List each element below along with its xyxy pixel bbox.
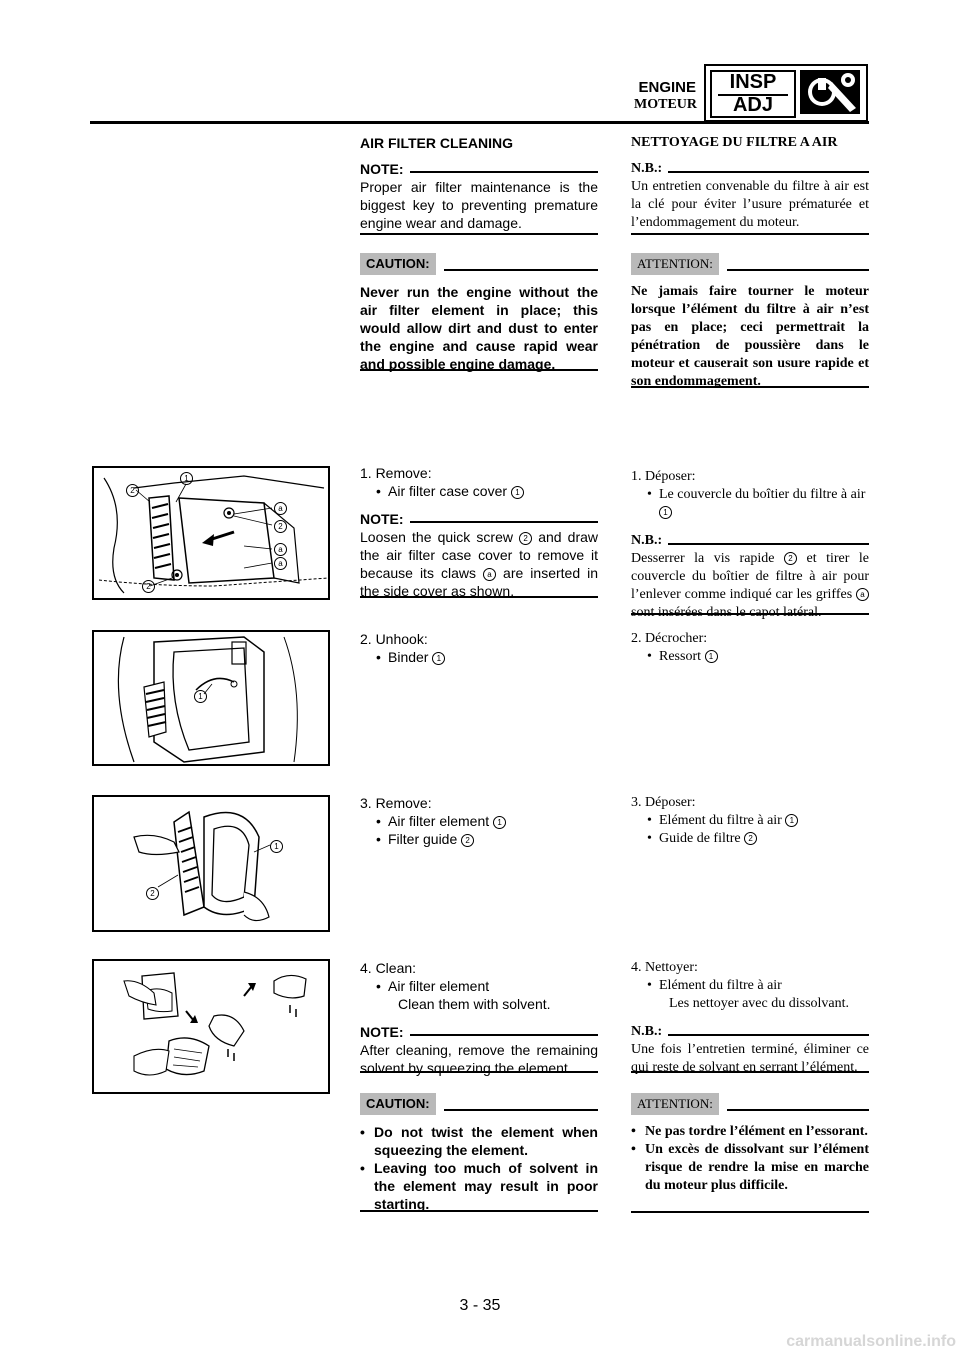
fr-caution-2-a: • Ne pas tordre l’élément en l’essorant. — [631, 1123, 869, 1141]
en-section-title: AIR FILTER CLEANING — [360, 135, 513, 151]
en-step-1-note — [360, 528, 598, 600]
en-step-4-sub: Clean them with solvent. — [398, 996, 551, 1012]
watermark: carmanualsonline.info — [786, 1333, 956, 1350]
fr-step-1-note-c: sont insérées dans le capot latéral. — [631, 605, 822, 620]
en-step-3-item-2-text: Filter guide — [388, 831, 458, 847]
en-step-4-note-label: NOTE: — [360, 1024, 404, 1040]
ref-1: 1 — [659, 506, 672, 519]
section-engine-label: ENGINE — [638, 79, 696, 96]
figure-binder — [92, 630, 330, 766]
figure-clean — [92, 959, 330, 1094]
figure-filter-element — [92, 795, 330, 932]
insp-adj-badge — [704, 64, 868, 122]
fr-step-1-note — [631, 550, 869, 622]
fr-note-header — [631, 160, 869, 178]
ref-1: 1 — [511, 486, 524, 499]
header-rule — [90, 121, 869, 124]
fr-step-3-item-2 — [631, 830, 869, 848]
fr-step-3-item-1-text: Elément du filtre à air — [659, 813, 782, 828]
en-step-1-title: 1. Remove: — [360, 465, 432, 481]
fr-note-1 — [631, 160, 869, 232]
fr-step-1-end-rule — [631, 613, 869, 615]
ref-1: 1 — [785, 814, 798, 827]
en-step-3 — [360, 794, 598, 848]
fr-step-2-item-text: Ressort — [659, 649, 701, 664]
en-caution-2-b: • Leaving too much of solvent in the element may result in poor starting. — [360, 1159, 598, 1213]
binder-illustration — [94, 632, 328, 764]
en-caution-2-end-rule — [360, 1210, 598, 1212]
fr-step-3 — [631, 794, 869, 848]
en-caution-2-a: • Do not twist the element when squeezing the element. — [360, 1123, 598, 1159]
fr-caution-2-b: • Un excès de dissolvant sur l’élément risque de rendre la mise en marche du moteur plus difficile. — [631, 1141, 869, 1195]
ref-2: 2 — [744, 832, 757, 845]
en-note-1 — [360, 160, 598, 232]
fr-note-text: Un entretien convenable du filtre à air est la clé pour éviter l’usure prématurée et l’endommagement du moteur. — [631, 179, 869, 230]
en-step-4-end-rule — [360, 1071, 598, 1073]
fr-step-2-item — [631, 648, 869, 666]
ref-2: 2 — [274, 520, 287, 533]
en-caution-1 — [360, 253, 598, 373]
fr-step-4-end-rule — [631, 1071, 869, 1073]
ref-2: 2 — [461, 834, 474, 847]
ref-2: 2 — [126, 484, 139, 497]
ref-a: a — [274, 502, 287, 515]
en-step-4-note: After cleaning, remove the remaining solvent by squeezing the element. — [360, 1042, 598, 1076]
en-caution-2-label: CAUTION: — [360, 1093, 436, 1115]
en-step-3-item-1-text: Air filter element — [388, 813, 490, 829]
fr-caution-2-end-rule — [631, 1211, 869, 1213]
ref-1: 1 — [270, 840, 283, 853]
en-step-1-note-a: Loosen the quick screw — [360, 529, 513, 545]
fr-step-2-title: 2. Décrocher: — [631, 631, 708, 646]
ref-2: 2 — [784, 552, 797, 565]
ref-2: 2 — [142, 580, 155, 593]
en-note-text: Proper air filter maintenance is the biggest key to preventing premature engine wear and damage. — [360, 179, 598, 231]
fr-caution-label: ATTENTION: — [631, 253, 719, 275]
fr-step-1-title: 1. Déposer: — [631, 469, 696, 484]
en-caution-2 — [360, 1093, 598, 1213]
insp-label: INSP — [729, 71, 777, 93]
fr-caution-1-end-rule — [631, 386, 869, 388]
en-step-4 — [360, 959, 598, 1077]
fr-step-1 — [631, 468, 869, 622]
en-step-2-title: 2. Unhook: — [360, 631, 428, 647]
fr-caution-text: Ne jamais faire tourner le moteur lorsque l’élément du filtre à air n’est pas en place; ceci permettrait la pénétration de poussière dans le moteur et causerait son usure rapide et son endommagement. — [631, 284, 869, 389]
fr-step-4-note-header — [631, 1023, 869, 1041]
en-step-1-item — [360, 482, 598, 500]
en-note-1-end-rule — [360, 233, 598, 235]
ref-1: 1 — [194, 690, 207, 703]
en-step-2 — [360, 630, 598, 666]
ref-1: 1 — [705, 650, 718, 663]
fr-step-1-item — [631, 486, 869, 522]
en-step-1-note-c: are inserted in the side cover as shown. — [360, 565, 599, 599]
fr-step-4-note-label: N.B.: — [631, 1024, 663, 1039]
ref-1: 1 — [180, 472, 193, 485]
fr-step-1-note-b: et tirer le couvercle du boîtier de filtre à air pour l’enlever comme indiqué car les griffes — [631, 551, 870, 602]
fr-step-4 — [631, 959, 869, 1077]
filter-element-illustration — [94, 797, 328, 930]
ref-1: 1 — [432, 652, 445, 665]
fr-step-4-item: • Elément du filtre à air — [631, 977, 869, 995]
fr-note-label: N.B.: — [631, 161, 663, 176]
en-step-4-item: • Air filter element — [360, 977, 598, 995]
en-caution-text: Never run the engine without the air filter element in place; this would allow dirt and dust to enter the engine and cause rapid wear and possible engine damage. — [360, 284, 598, 372]
en-step-1-note-b: and draw the air filter case cover to remove it because its claws — [360, 529, 598, 581]
ref-2: 2 — [146, 887, 159, 900]
en-caution-1-end-rule — [360, 369, 598, 371]
fr-caution-2-header — [631, 1093, 869, 1115]
fr-step-3-title: 3. Déposer: — [631, 795, 696, 810]
insp-adj-text-box — [710, 70, 796, 118]
en-step-1-note-label: NOTE: — [360, 511, 404, 527]
en-step-2-item-text: Binder — [388, 649, 429, 665]
en-step-3-title: 3. Remove: — [360, 795, 432, 811]
en-step-3-item-2 — [360, 830, 598, 848]
en-step-2-item — [360, 648, 598, 666]
ref-a: a — [856, 588, 869, 601]
fr-caution-1 — [631, 253, 869, 391]
clean-illustration — [94, 961, 328, 1092]
en-step-4-title: 4. Clean: — [360, 960, 417, 976]
fr-caution-2-label: ATTENTION: — [631, 1093, 719, 1115]
en-note-label: NOTE: — [360, 161, 404, 177]
ref-1: 1 — [493, 816, 506, 829]
fr-caution-2 — [631, 1093, 869, 1195]
en-note-header — [360, 160, 598, 178]
fr-step-3-item-2-text: Guide de filtre — [659, 831, 741, 846]
en-caution-header — [360, 253, 598, 275]
fr-step-1-note-header — [631, 532, 869, 550]
en-step-1-item-text: Air filter case cover — [388, 483, 508, 499]
en-caution-label: CAUTION: — [360, 253, 436, 275]
wrench-icon — [798, 68, 862, 116]
en-step-1-note-header — [360, 510, 598, 528]
section-moteur-label: MOTEUR — [634, 97, 697, 112]
fr-step-3-item-1 — [631, 812, 869, 830]
fr-step-1-note-label: N.B.: — [631, 533, 663, 548]
ref-a: a — [274, 557, 287, 570]
fr-note-1-end-rule — [631, 233, 869, 235]
en-step-1-end-rule — [360, 596, 598, 598]
page-number: 3 - 35 — [459, 1297, 501, 1314]
fr-step-2 — [631, 630, 869, 666]
adj-label: ADJ — [732, 94, 773, 116]
fr-step-1-item-text: Le couvercle du boîtier du filtre à air — [659, 487, 866, 502]
en-caution-2-header — [360, 1093, 598, 1115]
fr-step-4-sub: Les nettoyer avec du dissolvant. — [669, 996, 850, 1011]
fr-section-title: NETTOYAGE DU FILTRE A AIR — [631, 135, 838, 150]
ref-a: a — [483, 568, 496, 581]
fr-caution-header — [631, 253, 869, 275]
fr-step-4-title: 4. Nettoyer: — [631, 960, 698, 975]
ref-a: a — [274, 543, 287, 556]
en-step-1 — [360, 464, 598, 600]
fr-step-1-note-a: Desserrer la vis rapide — [631, 551, 775, 566]
figure-case-cover — [92, 466, 330, 600]
en-step-4-note-header — [360, 1023, 598, 1041]
en-step-3-item-1 — [360, 812, 598, 830]
ref-2: 2 — [519, 532, 532, 545]
fr-step-4-note: Une fois l’entretien terminé, éliminer ce qui reste de solvant en serrant l’élément. — [631, 1042, 869, 1075]
